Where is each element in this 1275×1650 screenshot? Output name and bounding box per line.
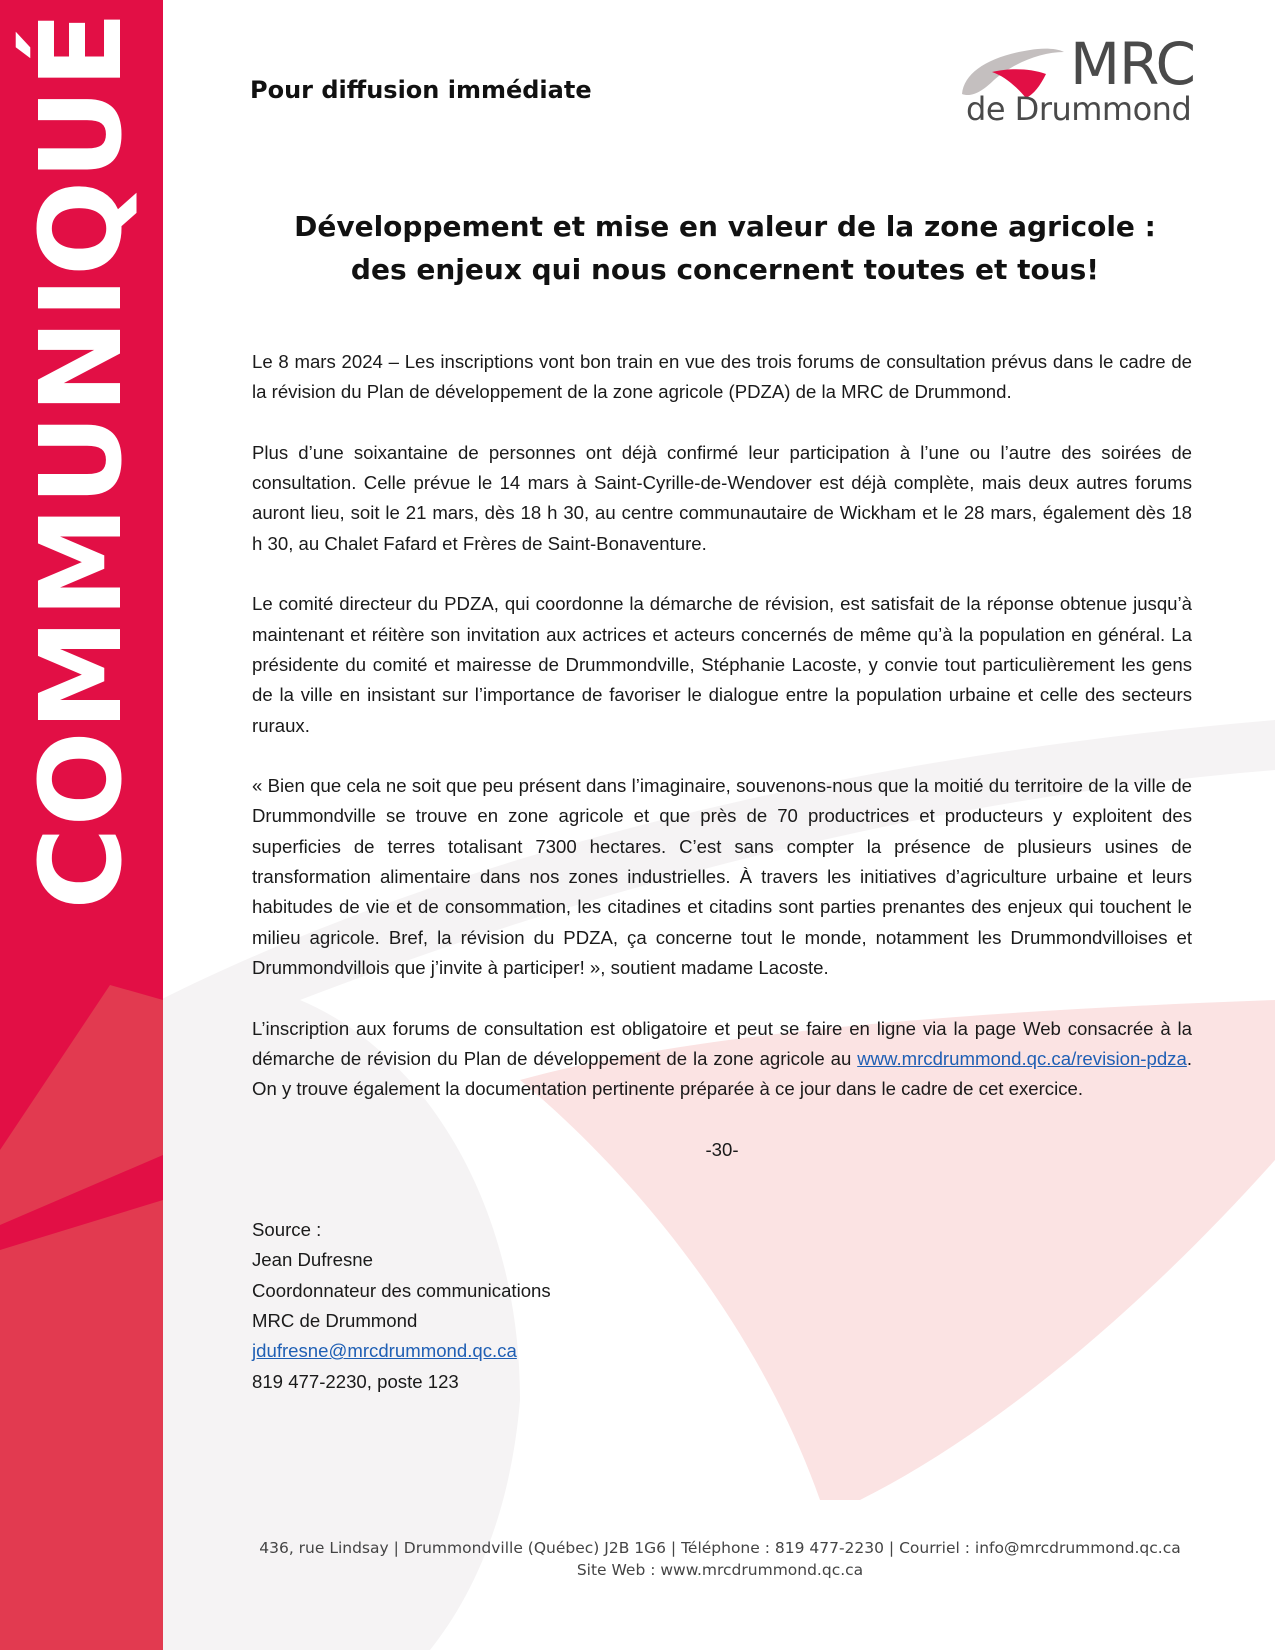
footer-website-line: Site Web : www.mrcdrummond.qc.ca	[576, 1561, 864, 1579]
headline-line-1: Développement et mise en valeur de la zone agricole :	[294, 210, 1156, 243]
communique-label: COMMUNIQUÉ	[17, 10, 147, 910]
footer	[230, 1537, 1210, 1581]
source-organization: MRC de Drummond	[252, 1309, 418, 1331]
source-title: Coordonnateur des communications	[252, 1279, 551, 1301]
communique-sidebar	[0, 0, 163, 1650]
logo-subtitle: de Drummond	[966, 90, 1192, 128]
source-phone: 819 477-2230, poste 123	[252, 1370, 459, 1392]
press-release-body	[252, 347, 1192, 1397]
registration-link[interactable]: www.mrcdrummond.qc.ca/revision-pdza	[857, 1047, 1187, 1069]
registration-text-after: . On y trouve également la documentation pertinente préparée à ce jour dans le cadre de cet exercice.	[252, 1047, 1192, 1100]
logo-mrc-text: MRC	[1070, 30, 1195, 98]
release-notice: Pour diffusion immédiate	[250, 76, 592, 104]
end-mark: -30-	[705, 1138, 739, 1160]
source-block	[252, 1215, 1192, 1397]
paragraph-forums: Plus d’une soixantaine de personnes ont déjà confirmé leur participation à l’une ou l’autre des soirées de consultation. Celle prévue le 14 mars à Saint-Cyrille-de-Wendover est déjà complète, mais deux autres forums auront lieu, soit le 21 mars, dès 18 h 30, au centre communautaire de Wickham et le 28 mars, également dès 18 h 30, au Chalet Fafard et Frères de Saint-Bonaventure.	[252, 441, 1192, 554]
headline-line-2: des enjeux qui nous concernent toutes et tous!	[350, 253, 1100, 286]
source-label: Source :	[252, 1219, 322, 1241]
paragraph-committee: Le comité directeur du PDZA, qui coordonne la démarche de révision, est satisfait de la réponse obtenue jusqu’à maintenant et réitère son invitation aux actrices et acteurs concernés de même qu’à la population en général. La présidente du comité et mairesse de Drummondville, Stéphanie Lacoste, y convie tout particulièrement les gens de la ville en insistant sur l’importance de favoriser le dialogue entre la population urbaine et celle des secteurs ruraux.	[252, 593, 1192, 736]
footer-contact-line: 436, rue Lindsay | Drummondville (Québec) J2B 1G6 | Téléphone : 819 477-2230 | Courriel : info@mrcdrummond.qc.ca	[259, 1539, 1181, 1557]
headline	[250, 205, 1200, 291]
paragraph-intro: Le 8 mars 2024 – Les inscriptions vont bon train en vue des trois forums de consultation prévus dans le cadre de la révision du Plan de développement de la zone agricole (PDZA) de la MRC de Drummond.	[252, 351, 1192, 403]
paragraph-quote: « Bien que cela ne soit que peu présent dans l’imaginaire, souvenons-nous que la moitié du territoire de la ville de Drummondville se trouve en zone agricole et que près de 70 productrices et producteurs y exploitent des superficies de terres totalisant 7300 hectares. C’est sans compter la présence de plusieurs usines de transformation alimentaire dans nos zones industrielles. À travers les initiatives d’agriculture urbaine et leurs habitudes de vie et de consommation, les citadines et citadins sont parties prenantes des enjeux qui touchent le milieu agricole. Bref, la révision du PDZA, ça concerne tout le monde, notamment les Drummondvilloises et Drummondvillois que j’invite à participer! », soutient madame Lacoste.	[252, 775, 1192, 978]
mrc-logo	[960, 30, 1195, 133]
registration-text-before: L’inscription aux forums de consultation est obligatoire et peut se faire en ligne via la page Web consacrée à la démarche de révision du Plan de développement de la zone agricole au	[252, 1017, 1192, 1069]
paragraph-registration	[252, 1014, 1192, 1105]
source-name: Jean Dufresne	[252, 1249, 373, 1271]
source-email-link[interactable]: jdufresne@mrcdrummond.qc.ca	[252, 1340, 517, 1362]
